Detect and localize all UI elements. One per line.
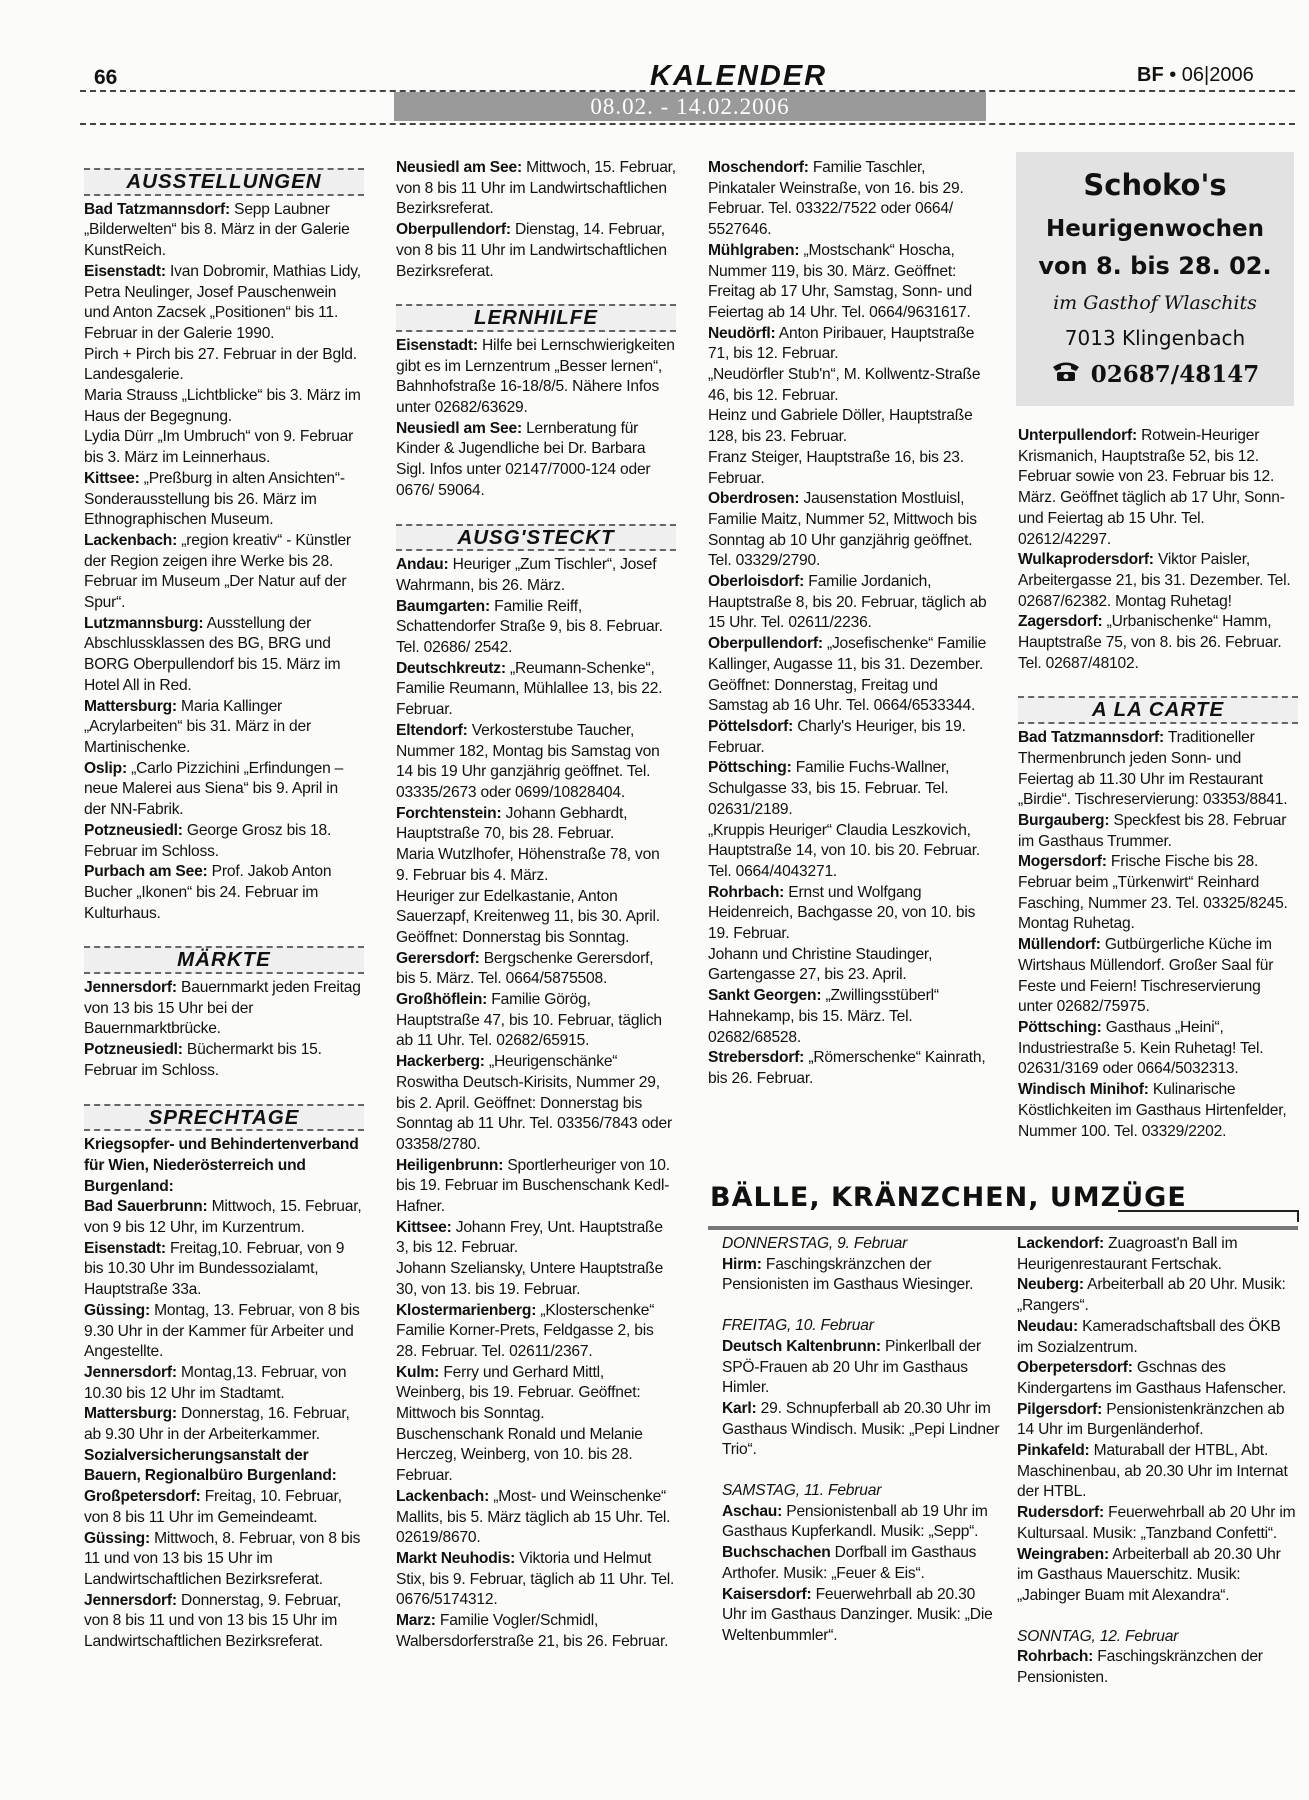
entry-place: Lackenbach: bbox=[84, 531, 178, 549]
ad-phone-number: 02687/48147 bbox=[1090, 361, 1260, 388]
calendar-entry bbox=[84, 697, 364, 759]
entry-text: „Kruppis Heuriger“ Claudia Leszkovich, Hauptstraße 14, von 10. bis 20. Februar. Tel. 0664/4043271. bbox=[708, 821, 980, 880]
entry-text: Freitag, 10. Februar, von 8 bis 11 Uhr im Gemeindeamt. bbox=[84, 1488, 342, 1526]
entry-text: Johann Szeliansky, Untere Hauptstraße 30, von 13. bis 19. Februar. bbox=[396, 1260, 664, 1298]
publication-issue bbox=[1137, 64, 1254, 87]
entry-text: Dorfball im Gasthaus Arthofer. Musik: „Feuer & Eis“. bbox=[722, 1544, 977, 1582]
entry-place: Strebersdorf: bbox=[708, 1049, 805, 1067]
calendar-entry bbox=[84, 862, 364, 924]
entry-place: Kaisersdorf: bbox=[722, 1585, 812, 1603]
entry-text: Viktor Paisler, Arbeitergasse 21, bis 31. Dezember. Tel. 02687/62382. Montag Ruhetag! bbox=[1018, 551, 1291, 610]
entry-place: Gerersdorf: bbox=[396, 949, 480, 967]
calendar-entry bbox=[84, 1404, 364, 1445]
list-samstag-continued bbox=[1017, 1234, 1299, 1607]
calendar-entry bbox=[396, 721, 676, 804]
calendar-entry bbox=[396, 336, 676, 419]
list-ausstellungen bbox=[84, 200, 364, 925]
entry-text: „Carlo Pizzichini „Erfindungen – neue Malerei aus Siena“ bis 9. April in der NN-Fabrik. bbox=[84, 759, 344, 819]
entry-text: Bauernmarkt jeden Freitag von 13 bis 15 Uhr bei der Bauernmarktbrücke. bbox=[84, 979, 361, 1038]
entry-place: Jennersdorf: bbox=[84, 979, 177, 997]
calendar-entry bbox=[84, 531, 364, 614]
heading-ausstellungen: AUSSTELLUNGEN bbox=[84, 168, 364, 196]
heading-baelle-rule bbox=[1118, 1210, 1298, 1212]
list-freitag bbox=[722, 1337, 1002, 1461]
calendar-entry bbox=[84, 262, 364, 345]
calendar-entry bbox=[84, 1446, 364, 1487]
heading-ausgsteckt: AUSG'STECKT bbox=[396, 524, 676, 552]
entry-text: Maria Kallinger „Acrylarbeiten“ bis 31. März in der Martinischenke. bbox=[84, 697, 311, 756]
entry-place: Sankt Georgen: bbox=[708, 987, 822, 1005]
entry-text: „Heurigenschänke“ Roswitha Deutsch-Kirisits, Nummer 29, bis 2. April. Geöffnet: Donnerstag bis Sonntag ab 11 Uhr. Tel. 03356/7843 oder 03358/2780. bbox=[396, 1053, 673, 1153]
list-sonntag bbox=[1017, 1647, 1299, 1688]
calendar-entry bbox=[396, 887, 676, 949]
entry-text: „Zwillingsstüberl“ Hahnekamp, bis 15. März. Tel. 02682/68528. bbox=[708, 987, 939, 1046]
calendar-entry bbox=[722, 1337, 1002, 1399]
calendar-entry bbox=[1018, 935, 1298, 1018]
entry-text: Jausenstation Mostluisl, Familie Maitz, Nummer 52, Mittwoch bis Sonntag ab 10 Uhr ganzjährig geöffnet. Tel. 03329/2790. bbox=[708, 490, 977, 570]
calendar-entry bbox=[1017, 1545, 1299, 1607]
entry-text: Donnerstag, 9. Februar, von 8 bis 11 und von 13 bis 15 Uhr im Landwirtschaftlichen Bezirksreferat. bbox=[84, 1591, 342, 1651]
entry-text: Heinz und Gabriele Döller, Hauptstraße 128, bis 23. Februar. bbox=[708, 407, 973, 446]
entry-text: „Most- und Weinschenke“ Mallits, bis 5. März täglich ab 15 Uhr. Tel. 02619/8670. bbox=[396, 1487, 671, 1547]
calendar-entry bbox=[708, 634, 988, 717]
list-ausgsteckt bbox=[396, 555, 676, 1652]
calendar-entry bbox=[708, 241, 988, 324]
calendar-entry bbox=[1017, 1358, 1299, 1399]
entry-text: Pirch + Pirch bis 27. Februar in der Bgld. Landesgalerie. bbox=[84, 345, 357, 384]
calendar-entry bbox=[396, 419, 676, 502]
entry-place: Andau: bbox=[396, 556, 449, 574]
entry-text: Sportlerheuriger von 10. bis 19. Februar im Buschenschank Kedl-Hafner. bbox=[396, 1156, 670, 1216]
entry-text: Familie Fuchs-Wallner, Schulgasse 33, bis 15. Februar. Tel. 02631/2189. bbox=[708, 759, 950, 818]
calendar-entry bbox=[1017, 1317, 1299, 1358]
entry-place: Wulkaprodersdorf: bbox=[1018, 551, 1154, 569]
entry-place: Lutzmannsburg: bbox=[84, 614, 204, 632]
calendar-entry bbox=[396, 1301, 676, 1363]
entry-text: Johann und Christine Staudinger, Gartengasse 27, bis 23. April. bbox=[708, 945, 933, 984]
entry-place: Sozialversicherungsanstalt der Bauern, Regionalbüro Burgenland: bbox=[84, 1446, 337, 1485]
list-donnerstag bbox=[722, 1255, 1002, 1296]
entry-place: Lackenbach: bbox=[396, 1487, 490, 1505]
entry-place: Windisch Minihof: bbox=[1018, 1081, 1149, 1099]
calendar-entry bbox=[1018, 728, 1298, 811]
entry-text: „Neudörfler Stub'n“, M. Kollwentz-Straße 46, bis 12. Februar. bbox=[708, 366, 981, 404]
entry-place: Neusiedl am See: bbox=[396, 419, 522, 437]
day-sonntag: SONNTAG, 12. Februar bbox=[1017, 1627, 1179, 1645]
entry-place: Jennersdorf: bbox=[84, 1363, 177, 1381]
entry-text: Montag,13. Februar, von 10.30 bis 12 Uhr im Stadtamt. bbox=[84, 1363, 347, 1402]
entry-text: „Preßburg in alten Ansichten“- Sonderausstellung bis 26. März im Ethnographischen Museum. bbox=[84, 469, 345, 529]
calendar-entry bbox=[84, 469, 364, 531]
calendar-entry bbox=[708, 883, 988, 945]
calendar-entry bbox=[84, 759, 364, 821]
heading-lernhilfe: LERNHILFE bbox=[396, 304, 676, 332]
calendar-entry bbox=[396, 1611, 676, 1652]
publication-name: BF bbox=[1137, 64, 1164, 86]
ad-address: 7013 Klingenbach bbox=[1064, 326, 1246, 350]
entry-text: Lydia Dürr „Im Umbruch“ von 9. Februar bis 3. März im Leinnerhaus. bbox=[84, 428, 354, 467]
entry-text: Gutbürgerliche Küche im Wirtshaus Müllendorf. Großer Saal für Feste und Feiern! Tischreservierung unter 02682/75975. bbox=[1018, 936, 1274, 1016]
entry-place: Baumgarten: bbox=[396, 597, 490, 615]
entry-place: Aschau: bbox=[722, 1502, 783, 1520]
calendar-entry bbox=[708, 489, 988, 572]
entry-place: Pilgersdorf: bbox=[1017, 1400, 1103, 1418]
calendar-entry bbox=[722, 1543, 1002, 1584]
calendar-entry bbox=[84, 1040, 364, 1081]
column-3 bbox=[708, 158, 988, 1090]
entry-place: Bad Tatzmannsdorf: bbox=[1018, 729, 1164, 747]
entry-text: Mittwoch, 15. Februar, von 8 bis 11 Uhr im Landwirtschaftlichen Bezirksreferat. bbox=[396, 159, 676, 218]
calendar-entry bbox=[84, 614, 364, 697]
entry-place: Kittsee: bbox=[396, 1218, 452, 1236]
entry-text: Sepp Laubner „Bilderwelten“ bis 8. März in der Galerie KunstReich. bbox=[84, 200, 350, 260]
entry-text: Frische Fische bis 28. Februar beim „Türkenwirt“ Reinhard Fasching, Nummer 23. Tel. 03325/8245. Montag Ruhetag. bbox=[1018, 853, 1288, 933]
entry-text: Verkosterstube Taucher, Nummer 182, Montag bis Samstag von 14 bis 19 Uhr ganzjährig geöffnet. Tel. 03335/2673 oder 0699/10828404. bbox=[396, 721, 660, 801]
calendar-entry bbox=[708, 758, 988, 820]
entry-place: Markt Neuhodis: bbox=[396, 1550, 516, 1567]
entry-place: Güssing: bbox=[84, 1301, 150, 1319]
calendar-entry bbox=[396, 1156, 676, 1218]
entry-text: Bergschenke Gerersdorf, bis 5. März. Tel. 0664/5875508. bbox=[396, 949, 654, 988]
list-ausgsteckt-continued bbox=[708, 158, 988, 1090]
calendar-entry bbox=[708, 821, 988, 883]
entry-text: Mittwoch, 15. Februar, von 9 bis 12 Uhr, im Kurzentrum. bbox=[84, 1198, 362, 1237]
entry-text: „Josefischenke“ Familie Kallinger, Augasse 11, bis 31. Dezember. Geöffnet: Donnerstag, Freitag und Samstag ab 16 Uhr. Tel. 0664/6533344. bbox=[708, 635, 987, 715]
entry-text: Arbeiterball ab 20 Uhr. Musik: „Rangers“. bbox=[1017, 1276, 1286, 1315]
entry-text: Hilfe bei Lernschwierigkeiten gibt es im Lernzentrum „Besser lernen“, Bahnhofstraße 16-18/8/5. Nähere Infos unter 02682/63629. bbox=[396, 336, 675, 417]
entry-place: Potzneusiedl: bbox=[84, 821, 183, 839]
entry-text: Prof. Jakob Anton Bucher „Ikonen“ bis 24. Februar im Kulturhaus. bbox=[84, 863, 332, 922]
column-4 bbox=[1018, 426, 1298, 1142]
calendar-entry bbox=[1017, 1503, 1299, 1544]
calendar-entry bbox=[708, 406, 988, 447]
entry-place: Oslip: bbox=[84, 759, 127, 777]
entry-place: Deutsch Kaltenbrunn: bbox=[722, 1337, 881, 1355]
calendar-entry bbox=[396, 845, 676, 886]
calendar-entry bbox=[396, 1363, 676, 1425]
entry-place: Burgauberg: bbox=[1018, 811, 1110, 829]
entry-text: „Römerschenke“ Kainrath, bis 26. Februar. bbox=[708, 1049, 986, 1087]
entry-place: Oberpullendorf: bbox=[708, 635, 823, 653]
entry-text: Zuagroast'n Ball im Heurigenrestaurant Fertschak. bbox=[1017, 1235, 1238, 1273]
entry-text: Feuerwehrball ab 20.30 Uhr im Gasthaus Danzinger. Musik: „Die Weltenbummler“. bbox=[722, 1585, 993, 1644]
entry-place: Jennersdorf: bbox=[84, 1591, 177, 1609]
heading-sprechtage: SPRECHTAGE bbox=[84, 1104, 364, 1132]
calendar-entry bbox=[708, 572, 988, 634]
entry-text: Ferry und Gerhard Mittl, Weinberg, bis 19. Februar. Geöffnet: Mittwoch bis Sonntag. bbox=[396, 1363, 641, 1423]
entry-place: Deutschkreutz: bbox=[396, 659, 506, 677]
entry-place: Neudörfl: bbox=[708, 324, 776, 342]
calendar-entry bbox=[84, 200, 364, 262]
entry-text: Kulinarische Köstlichkeiten im Gasthaus Hirtenfelder, Nummer 100. Tel. 03329/2202. bbox=[1018, 1081, 1287, 1140]
calendar-entry bbox=[396, 1052, 676, 1156]
entry-text: Gasthaus „Heini“, Industriestraße 5. Kein Ruhetag! Tel. 02631/3169 oder 0664/5032313. bbox=[1018, 1018, 1264, 1078]
entry-text: Kameradschaftsball des ÖKB im Sozialzentrum. bbox=[1017, 1317, 1281, 1356]
entry-place: Lackendorf: bbox=[1017, 1235, 1105, 1252]
ad-dates: von 8. bis 28. 02. bbox=[1038, 252, 1272, 280]
calendar-entry bbox=[84, 1197, 364, 1238]
issue-number: • 06|2006 bbox=[1169, 64, 1254, 86]
entry-text: 29. Schnupferball ab 20.30 Uhr im Gasthaus Windisch. Musik: „Pepi Lindner Trio“. bbox=[722, 1399, 1000, 1459]
entry-place: Neuberg: bbox=[1017, 1276, 1084, 1294]
entry-text: Familie Taschler, Pinkataler Weinstraße, von 16. bis 29. Februar. Tel. 03322/7522 oder 0664/ 5527646. bbox=[708, 159, 964, 239]
entry-text: Pensionistenkränzchen ab 14 Uhr im Burgenländerhof. bbox=[1017, 1400, 1285, 1439]
entry-text: Arbeiterball ab 20.30 Uhr im Gasthaus Mauerschitz. Musik: „Jabinger Buam mit Alexandra“. bbox=[1017, 1545, 1281, 1604]
calendar-entry bbox=[84, 1239, 364, 1301]
ad-phone bbox=[1016, 360, 1294, 388]
entry-text: Rotwein-Heuriger Krismanich, Hauptstraße 52, bis 12. Februar sowie von 23. Februar bis 12. März. Geöffnet täglich ab 17 Uhr, Sonn- und Feiertag ab 15 Uhr. Tel. 02612/42297. bbox=[1018, 427, 1285, 548]
calendar-entry bbox=[1018, 852, 1298, 935]
list-sprechtage bbox=[84, 1135, 364, 1653]
entry-place: Kittsee: bbox=[84, 469, 140, 487]
entry-text: George Grosz bis 18. Februar im Schloss. bbox=[84, 821, 332, 860]
calendar-entry bbox=[396, 555, 676, 596]
entry-place: Pöttsching: bbox=[708, 759, 792, 777]
entry-place: Kulm: bbox=[396, 1363, 440, 1381]
column-1 bbox=[84, 168, 364, 1653]
calendar-entry bbox=[722, 1399, 1002, 1461]
calendar-entry bbox=[722, 1255, 1002, 1296]
entry-place: Rohrbach: bbox=[1017, 1648, 1094, 1666]
calendar-entry bbox=[84, 978, 364, 1040]
entry-place: Mogersdorf: bbox=[1018, 853, 1107, 871]
telephone-icon bbox=[1051, 360, 1081, 388]
entry-text: Heuriger zur Edelkastanie, Anton Sauerzapf, Kreitenweg 11, bis 30. April. Geöffnet: Donnerstag bis Sonntag. bbox=[396, 887, 660, 946]
calendar-entry bbox=[84, 1529, 364, 1591]
advertisement-box bbox=[1016, 152, 1294, 406]
section-title: KALENDER bbox=[650, 60, 828, 92]
baelle-right bbox=[1017, 1234, 1299, 1689]
entry-place: Potzneusiedl: bbox=[84, 1041, 183, 1059]
entry-place: Neusiedl am See: bbox=[396, 159, 522, 176]
entry-text: Ernst und Wolfgang Heidenreich, Bachgasse 20, von 10. bis 19. Februar. bbox=[708, 883, 976, 943]
entry-place: Marz: bbox=[396, 1612, 436, 1630]
baelle-band bbox=[708, 1226, 1298, 1230]
entry-place: Eisenstadt: bbox=[84, 1239, 166, 1257]
calendar-entry bbox=[396, 1425, 676, 1487]
calendar-entry bbox=[84, 1363, 364, 1404]
calendar-entry bbox=[1017, 1275, 1299, 1316]
entry-place: Heiligenbrunn: bbox=[396, 1156, 504, 1174]
calendar-entry bbox=[396, 949, 676, 990]
calendar-entry bbox=[396, 1549, 676, 1611]
calendar-entry bbox=[84, 1301, 364, 1363]
calendar-entry bbox=[708, 448, 988, 489]
entry-place: Klostermarienberg: bbox=[396, 1301, 537, 1319]
calendar-entry bbox=[84, 386, 364, 427]
entry-text: Johann Gebhardt, Hauptstraße 70, bis 28. Februar. bbox=[396, 804, 628, 843]
calendar-entry bbox=[1018, 1018, 1298, 1080]
calendar-entry bbox=[396, 158, 676, 220]
entry-text: Heuriger „Zum Tischler“, Josef Wahrmann, bis 26. März. bbox=[396, 556, 657, 594]
ad-subtitle: Heurigenwochen bbox=[1046, 216, 1264, 242]
entry-text: Traditioneller Thermenbrunch jeden Sonn- und Feiertag ab 11.30 Uhr im Restaurant „Birdie“. Tischreservierung: 03353/8841. bbox=[1018, 729, 1288, 809]
entry-place: Pinkafeld: bbox=[1017, 1442, 1090, 1460]
entry-place: Eisenstadt: bbox=[396, 336, 478, 354]
entry-place: Neudau: bbox=[1017, 1317, 1078, 1335]
list-maerkte bbox=[84, 978, 364, 1082]
day-freitag: FREITAG, 10. Februar bbox=[722, 1317, 874, 1335]
entry-text: „Mostschank“ Hoscha, Nummer 119, bis 30. März. Geöffnet: Freitag ab 17 Uhr, Samstag, Sonn- und Feiertag ab 14 Uhr. Tel. 0664/9631617. bbox=[708, 241, 972, 321]
calendar-entry bbox=[84, 821, 364, 862]
entry-place: Oberpetersdorf: bbox=[1017, 1359, 1133, 1377]
entry-text: Maria Strauss „Lichtblicke“ bis 3. März im Haus der Begegnung. bbox=[84, 387, 361, 425]
header-rule-bottom bbox=[80, 123, 1295, 125]
entry-text: „Reumann-Schenke“, Familie Reumann, Mühlallee 13, bis 22. Februar. bbox=[396, 659, 663, 719]
entry-place: Oberloisdorf: bbox=[708, 573, 805, 591]
heading-baelle: BÄLLE, KRÄNZCHEN, UMZÜGE bbox=[710, 1182, 1187, 1213]
list-samstag bbox=[722, 1502, 1002, 1647]
calendar-entry bbox=[1018, 612, 1298, 674]
calendar-entry bbox=[84, 427, 364, 468]
entry-place: Rohrbach: bbox=[708, 883, 785, 901]
entry-text: Gschnas des Kindergartens im Gasthaus Hafenscher. bbox=[1017, 1359, 1287, 1397]
calendar-entry bbox=[1017, 1647, 1299, 1688]
list-ausgsteckt-end bbox=[1018, 426, 1298, 674]
heading-baelle-rule-end bbox=[1297, 1210, 1299, 1222]
entry-text: Dienstag, 14. Februar, von 8 bis 11 Uhr im Landwirtschaftlichen Bezirksreferat. bbox=[396, 221, 667, 280]
page-number: 66 bbox=[94, 66, 118, 89]
entry-place: Purbach am See: bbox=[84, 863, 208, 881]
entry-text: Franz Steiger, Hauptstraße 16, bis 23. Februar. bbox=[708, 448, 964, 487]
calendar-entry bbox=[1018, 811, 1298, 852]
entry-text: Pensionistenball ab 19 Uhr im Gasthaus Kupferkandl. Musik: „Sepp“. bbox=[722, 1502, 988, 1541]
calendar-entry bbox=[708, 365, 988, 406]
calendar-entry bbox=[1018, 426, 1298, 550]
entry-text: Anton Piribauer, Hauptstraße 71, bis 12. Februar. bbox=[708, 324, 975, 363]
entry-place: Rudersdorf: bbox=[1017, 1504, 1105, 1522]
entry-text: Johann Frey, Unt. Hauptstraße 3, bis 12. Februar. bbox=[396, 1218, 663, 1257]
calendar-entry bbox=[722, 1502, 1002, 1543]
calendar-entry bbox=[396, 597, 676, 659]
entry-text: Freitag,10. Februar, von 9 bis 10.30 Uhr im Bundessozialamt, Hauptstraße 33a. bbox=[84, 1239, 345, 1299]
calendar-entry bbox=[1018, 550, 1298, 612]
list-lernhilfe bbox=[396, 336, 676, 502]
day-samstag: SAMSTAG, 11. Februar bbox=[722, 1482, 882, 1500]
calendar-entry bbox=[708, 717, 988, 758]
calendar-entry bbox=[84, 1487, 364, 1528]
calendar-entry bbox=[708, 324, 988, 365]
calendar-entry bbox=[708, 986, 988, 1048]
calendar-entry bbox=[396, 990, 676, 1052]
entry-text: Familie Reiff, Schattendorfer Straße 9, bis 8. Februar. Tel. 02686/ 2542. bbox=[396, 597, 663, 657]
heading-maerkte: MÄRKTE bbox=[84, 946, 364, 974]
entry-place: Mattersburg: bbox=[84, 697, 177, 715]
entry-text: Montag, 13. Februar, von 8 bis 9.30 Uhr in der Kammer für Arbeiter und Angestellte. bbox=[84, 1301, 360, 1361]
entry-place: Kriegsopfer- und Behindertenverband für Wien, Niederösterreich und Burgenland: bbox=[84, 1136, 359, 1195]
entry-text: Lernberatung für Kinder & Jugendliche bei Dr. Barbara Sigl. Infos unter 02147/7000-124 oder 0676/ 59064. bbox=[396, 419, 651, 499]
calendar-entry bbox=[1017, 1234, 1299, 1275]
entry-text: Viktoria und Helmut Stix, bis 9. Februar, täglich ab 11 Uhr. Tel. 0676/5174312. bbox=[396, 1550, 675, 1609]
calendar-entry bbox=[396, 804, 676, 845]
calendar-entry bbox=[1018, 1080, 1298, 1142]
list-alacarte bbox=[1018, 728, 1298, 1142]
calendar-entry bbox=[396, 1259, 676, 1300]
entry-place: Moschendorf: bbox=[708, 159, 809, 176]
entry-place: Pöttelsdorf: bbox=[708, 717, 794, 735]
entry-place: Bad Sauerbrunn: bbox=[84, 1198, 208, 1216]
entry-place: Eltendorf: bbox=[396, 721, 468, 739]
list-sprechtage-continued bbox=[396, 158, 676, 282]
day-donnerstag: DONNERSTAG, 9. Februar bbox=[722, 1235, 908, 1252]
heading-alacarte: A LA CARTE bbox=[1018, 696, 1298, 724]
entry-place: Pöttsching: bbox=[1018, 1018, 1102, 1036]
entry-place: Weingraben: bbox=[1017, 1545, 1109, 1563]
entry-text: „Urbanischenke“ Hamm, Hauptstraße 75, von 8. bis 26. Februar. Tel. 02687/48102. bbox=[1018, 613, 1282, 672]
entry-place: Zagersdorf: bbox=[1018, 613, 1103, 631]
calendar-entry bbox=[708, 158, 988, 241]
entry-text: Ivan Dobromir, Mathias Lidy, Petra Neulinger, Josef Pauschenwein und Anton Zacsek „Positionen“ bis 11. Februar in der Galerie 1990. bbox=[84, 262, 361, 342]
entry-text: Maria Wutzlhofer, Höhenstraße 78, von 9. Februar bis 4. März. bbox=[396, 846, 660, 884]
calendar-entry bbox=[84, 1135, 364, 1197]
calendar-entry bbox=[708, 945, 988, 986]
entry-text: Charly's Heuriger, bis 19. Februar. bbox=[708, 717, 966, 756]
entry-text: Familie Jordanich, Hauptstraße 8, bis 20. Februar, täglich ab 15 Uhr. Tel. 02611/2236. bbox=[708, 573, 987, 632]
calendar-entry bbox=[708, 1048, 988, 1089]
entry-place: Müllendorf: bbox=[1018, 936, 1101, 954]
entry-text: „region kreativ“ - Künstler der Region zeigen ihre Werke bis 28. Februar im Museum „Der Natur auf der Spur“. bbox=[84, 531, 351, 612]
entry-place: Oberdrosen: bbox=[708, 490, 800, 508]
entry-place: Mattersburg: bbox=[84, 1405, 177, 1423]
calendar-entry bbox=[396, 659, 676, 721]
entry-place: Güssing: bbox=[84, 1529, 150, 1547]
date-range: 08.02. - 14.02.2006 bbox=[590, 94, 790, 119]
ad-title: Schoko's bbox=[1083, 168, 1227, 202]
entry-text: Familie Görög, Hauptstraße 47, bis 10. Februar, täglich ab 11 Uhr. Tel. 02682/65915. bbox=[396, 991, 662, 1050]
baelle-left bbox=[722, 1234, 1002, 1647]
calendar-entry bbox=[396, 1487, 676, 1549]
entry-place: Hirm: bbox=[722, 1255, 762, 1273]
entry-text: Faschingskränzchen der Pensionisten im Gasthaus Wiesinger. bbox=[722, 1255, 974, 1294]
entry-place: Großhöflein: bbox=[396, 991, 488, 1009]
entry-text: Buschenschank Ronald und Melanie Herczeg, Weinberg, von 10. bis 28. Februar. bbox=[396, 1425, 643, 1485]
entry-place: Forchtenstein: bbox=[396, 804, 502, 822]
calendar-entry bbox=[84, 345, 364, 386]
ad-venue: im Gasthof Wlaschits bbox=[1053, 292, 1257, 314]
calendar-entry bbox=[722, 1585, 1002, 1647]
entry-text: Mittwoch, 8. Februar, von 8 bis 11 und von 13 bis 15 Uhr im Landwirtschaftlichen Bezirksreferat. bbox=[84, 1529, 361, 1588]
calendar-entry bbox=[1017, 1441, 1299, 1503]
column-2 bbox=[396, 158, 676, 1653]
entry-place: Bad Tatzmannsdorf: bbox=[84, 200, 230, 218]
entry-place: Großpetersdorf: bbox=[84, 1488, 201, 1506]
entry-text: Pinkerlball der SPÖ-Frauen ab 20 Uhr im Gasthaus Himler. bbox=[722, 1337, 981, 1397]
entry-place: Hackerberg: bbox=[396, 1053, 485, 1071]
entry-text: Ausstellung der Abschlussklassen des BG, BRG und BORG Oberpullendorf bis 15. März im Hotel All in Red. bbox=[84, 614, 341, 694]
calendar-entry bbox=[1017, 1400, 1299, 1441]
entry-place: Oberpullendorf: bbox=[396, 221, 511, 239]
calendar-entry bbox=[84, 1591, 364, 1653]
entry-place: Buchschachen bbox=[722, 1544, 831, 1562]
entry-place: Unterpullendorf: bbox=[1018, 427, 1137, 444]
entry-text: Donnerstag, 16. Februar, ab 9.30 Uhr in der Arbeiterkammer. bbox=[84, 1405, 350, 1444]
entry-place: Karl: bbox=[722, 1399, 757, 1417]
entry-text: Faschingskränzchen der Pensionisten. bbox=[1017, 1648, 1263, 1687]
entry-text: Maturaball der HTBL, Abt. Maschinenbau, ab 20.30 Uhr im Internat der HTBL. bbox=[1017, 1442, 1288, 1501]
entry-place: Eisenstadt: bbox=[84, 262, 166, 280]
entry-text: „Klosterschenke“ Familie Korner-Prets, Feldgasse 2, bis 28. Februar. Tel. 02611/2367. bbox=[396, 1301, 655, 1360]
entry-text: Büchermarkt bis 15. Februar im Schloss. bbox=[84, 1041, 322, 1079]
entry-text: Familie Vogler/Schmidl, Walbersdorferstraße 21, bis 26. Februar. bbox=[396, 1612, 669, 1650]
entry-text: Feuerwehrball ab 20 Uhr im Kultursaal. Musik: „Tanzband Confetti“. bbox=[1017, 1504, 1296, 1542]
calendar-entry bbox=[396, 220, 676, 282]
entry-place: Mühlgraben: bbox=[708, 241, 800, 259]
entry-text: Speckfest bis 28. Februar im Gasthaus Trummer. bbox=[1018, 811, 1287, 850]
calendar-entry bbox=[396, 1218, 676, 1259]
